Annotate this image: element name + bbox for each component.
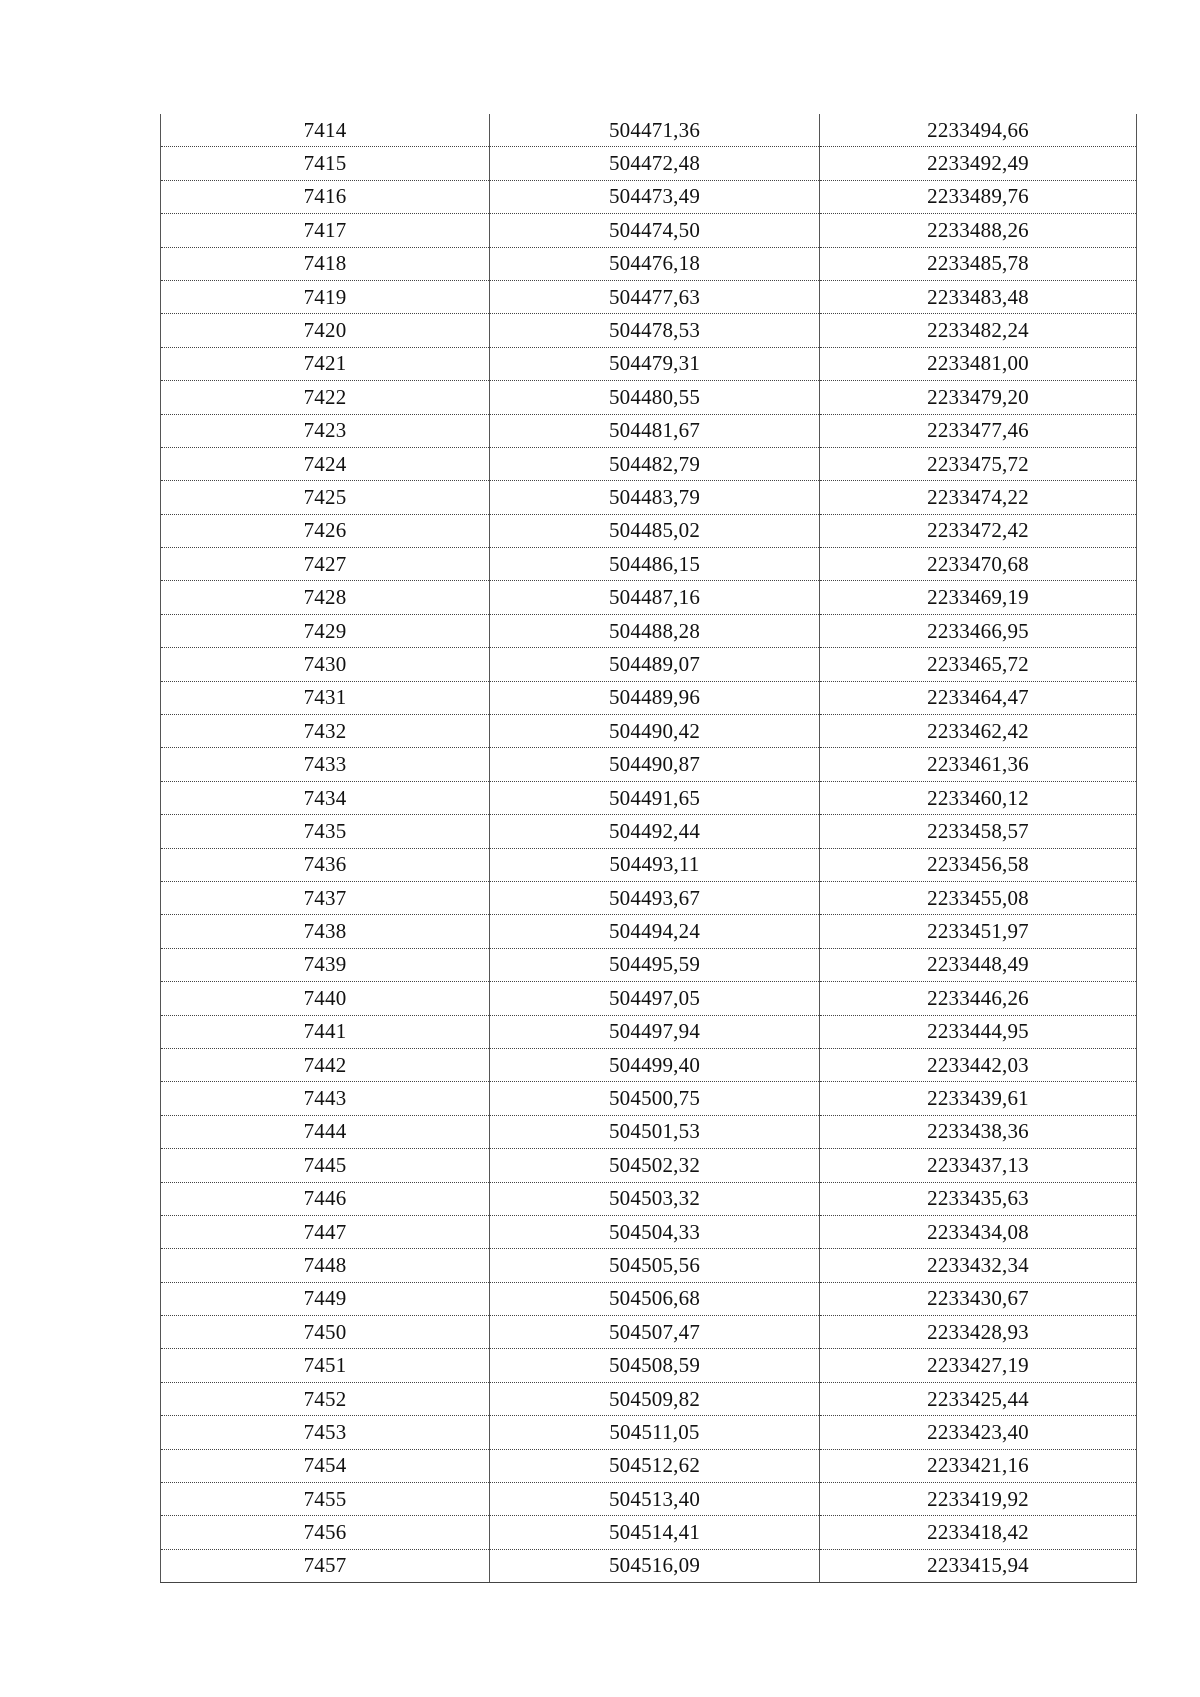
y-coordinate-cell: 2233489,76 — [820, 180, 1137, 213]
x-coordinate-cell: 504503,32 — [490, 1182, 820, 1215]
point-number-cell: 7424 — [161, 447, 490, 480]
y-coordinate-cell: 2233430,67 — [820, 1282, 1137, 1315]
x-coordinate-cell: 504476,18 — [490, 247, 820, 280]
x-coordinate-cell: 504494,24 — [490, 915, 820, 948]
table-row — [161, 1249, 1137, 1282]
table-row — [161, 280, 1137, 313]
x-coordinate-cell: 504483,79 — [490, 481, 820, 514]
y-coordinate-cell: 2233479,20 — [820, 381, 1137, 414]
point-number-cell: 7429 — [161, 614, 490, 647]
x-coordinate-cell: 504490,42 — [490, 715, 820, 748]
y-coordinate-cell: 2233464,47 — [820, 681, 1137, 714]
table-row — [161, 514, 1137, 547]
x-coordinate-cell: 504497,05 — [490, 982, 820, 1015]
table-row — [161, 414, 1137, 447]
x-coordinate-cell: 504499,40 — [490, 1048, 820, 1081]
y-coordinate-cell: 2233492,49 — [820, 147, 1137, 180]
y-coordinate-cell: 2233423,40 — [820, 1416, 1137, 1449]
point-number-cell: 7414 — [161, 114, 490, 147]
point-number-cell: 7457 — [161, 1549, 490, 1582]
point-number-cell: 7430 — [161, 648, 490, 681]
y-coordinate-cell: 2233425,44 — [820, 1382, 1137, 1415]
table-row — [161, 614, 1137, 647]
y-coordinate-cell: 2233472,42 — [820, 514, 1137, 547]
x-coordinate-cell: 504488,28 — [490, 614, 820, 647]
table-row — [161, 1048, 1137, 1081]
point-number-cell: 7433 — [161, 748, 490, 781]
table-row — [161, 915, 1137, 948]
coordinates-table-body — [161, 114, 1137, 1583]
point-number-cell: 7416 — [161, 180, 490, 213]
point-number-cell: 7425 — [161, 481, 490, 514]
y-coordinate-cell: 2233418,42 — [820, 1516, 1137, 1549]
x-coordinate-cell: 504481,67 — [490, 414, 820, 447]
x-coordinate-cell: 504477,63 — [490, 280, 820, 313]
point-number-cell: 7427 — [161, 548, 490, 581]
point-number-cell: 7438 — [161, 915, 490, 948]
y-coordinate-cell: 2233466,95 — [820, 614, 1137, 647]
y-coordinate-cell: 2233428,93 — [820, 1316, 1137, 1349]
point-number-cell: 7415 — [161, 147, 490, 180]
table-row — [161, 1316, 1137, 1349]
x-coordinate-cell: 504500,75 — [490, 1082, 820, 1115]
y-coordinate-cell: 2233483,48 — [820, 280, 1137, 313]
point-number-cell: 7453 — [161, 1416, 490, 1449]
y-coordinate-cell: 2233415,94 — [820, 1549, 1137, 1582]
table-row — [161, 381, 1137, 414]
point-number-cell: 7448 — [161, 1249, 490, 1282]
x-coordinate-cell: 504513,40 — [490, 1483, 820, 1516]
y-coordinate-cell: 2233437,13 — [820, 1149, 1137, 1182]
point-number-cell: 7456 — [161, 1516, 490, 1549]
x-coordinate-cell: 504502,32 — [490, 1149, 820, 1182]
y-coordinate-cell: 2233470,68 — [820, 548, 1137, 581]
y-coordinate-cell: 2233435,63 — [820, 1182, 1137, 1215]
table-row — [161, 1449, 1137, 1482]
x-coordinate-cell: 504511,05 — [490, 1416, 820, 1449]
x-coordinate-cell: 504516,09 — [490, 1549, 820, 1582]
y-coordinate-cell: 2233455,08 — [820, 881, 1137, 914]
y-coordinate-cell: 2233482,24 — [820, 314, 1137, 347]
y-coordinate-cell: 2233460,12 — [820, 781, 1137, 814]
table-row — [161, 214, 1137, 247]
y-coordinate-cell: 2233451,97 — [820, 915, 1137, 948]
y-coordinate-cell: 2233461,36 — [820, 748, 1137, 781]
point-number-cell: 7446 — [161, 1182, 490, 1215]
y-coordinate-cell: 2233432,34 — [820, 1249, 1137, 1282]
y-coordinate-cell: 2233446,26 — [820, 982, 1137, 1015]
table-row — [161, 781, 1137, 814]
x-coordinate-cell: 504504,33 — [490, 1215, 820, 1248]
y-coordinate-cell: 2233474,22 — [820, 481, 1137, 514]
table-row — [161, 1082, 1137, 1115]
x-coordinate-cell: 504508,59 — [490, 1349, 820, 1382]
table-row — [161, 314, 1137, 347]
x-coordinate-cell: 504492,44 — [490, 815, 820, 848]
point-number-cell: 7447 — [161, 1215, 490, 1248]
y-coordinate-cell: 2233488,26 — [820, 214, 1137, 247]
x-coordinate-cell: 504486,15 — [490, 548, 820, 581]
table-row — [161, 982, 1137, 1015]
point-number-cell: 7419 — [161, 280, 490, 313]
table-row — [161, 1483, 1137, 1516]
table-row — [161, 881, 1137, 914]
x-coordinate-cell: 504509,82 — [490, 1382, 820, 1415]
table-row — [161, 1182, 1137, 1215]
point-number-cell: 7454 — [161, 1449, 490, 1482]
y-coordinate-cell: 2233465,72 — [820, 648, 1137, 681]
table-row — [161, 1382, 1137, 1415]
y-coordinate-cell: 2233439,61 — [820, 1082, 1137, 1115]
point-number-cell: 7420 — [161, 314, 490, 347]
table-row — [161, 1149, 1137, 1182]
point-number-cell: 7450 — [161, 1316, 490, 1349]
point-number-cell: 7421 — [161, 347, 490, 380]
y-coordinate-cell: 2233485,78 — [820, 247, 1137, 280]
table-row — [161, 948, 1137, 981]
x-coordinate-cell: 504485,02 — [490, 514, 820, 547]
table-row — [161, 1516, 1137, 1549]
point-number-cell: 7423 — [161, 414, 490, 447]
table-row — [161, 1215, 1137, 1248]
table-row — [161, 648, 1137, 681]
x-coordinate-cell: 504512,62 — [490, 1449, 820, 1482]
point-number-cell: 7437 — [161, 881, 490, 914]
y-coordinate-cell: 2233481,00 — [820, 347, 1137, 380]
coordinates-table — [160, 114, 1137, 1583]
y-coordinate-cell: 2233444,95 — [820, 1015, 1137, 1048]
point-number-cell: 7445 — [161, 1149, 490, 1182]
table-row — [161, 848, 1137, 881]
point-number-cell: 7426 — [161, 514, 490, 547]
y-coordinate-cell: 2233462,42 — [820, 715, 1137, 748]
y-coordinate-cell: 2233434,08 — [820, 1215, 1137, 1248]
table-row — [161, 114, 1137, 147]
point-number-cell: 7428 — [161, 581, 490, 614]
x-coordinate-cell: 504501,53 — [490, 1115, 820, 1148]
y-coordinate-cell: 2233427,19 — [820, 1349, 1137, 1382]
point-number-cell: 7449 — [161, 1282, 490, 1315]
y-coordinate-cell: 2233419,92 — [820, 1483, 1137, 1516]
point-number-cell: 7431 — [161, 681, 490, 714]
table-row — [161, 581, 1137, 614]
point-number-cell: 7436 — [161, 848, 490, 881]
point-number-cell: 7440 — [161, 982, 490, 1015]
x-coordinate-cell: 504473,49 — [490, 180, 820, 213]
table-row — [161, 447, 1137, 480]
table-row — [161, 347, 1137, 380]
point-number-cell: 7439 — [161, 948, 490, 981]
point-number-cell: 7451 — [161, 1349, 490, 1382]
x-coordinate-cell: 504474,50 — [490, 214, 820, 247]
table-row — [161, 481, 1137, 514]
y-coordinate-cell: 2233469,19 — [820, 581, 1137, 614]
point-number-cell: 7455 — [161, 1483, 490, 1516]
x-coordinate-cell: 504478,53 — [490, 314, 820, 347]
table-row — [161, 681, 1137, 714]
point-number-cell: 7441 — [161, 1015, 490, 1048]
x-coordinate-cell: 504493,67 — [490, 881, 820, 914]
x-coordinate-cell: 504491,65 — [490, 781, 820, 814]
table-row — [161, 548, 1137, 581]
point-number-cell: 7442 — [161, 1048, 490, 1081]
x-coordinate-cell: 504505,56 — [490, 1249, 820, 1282]
table-row — [161, 147, 1137, 180]
x-coordinate-cell: 504471,36 — [490, 114, 820, 147]
x-coordinate-cell: 504479,31 — [490, 347, 820, 380]
y-coordinate-cell: 2233475,72 — [820, 447, 1137, 480]
y-coordinate-cell: 2233458,57 — [820, 815, 1137, 848]
point-number-cell: 7435 — [161, 815, 490, 848]
point-number-cell: 7422 — [161, 381, 490, 414]
point-number-cell: 7432 — [161, 715, 490, 748]
x-coordinate-cell: 504495,59 — [490, 948, 820, 981]
y-coordinate-cell: 2233456,58 — [820, 848, 1137, 881]
y-coordinate-cell: 2233438,36 — [820, 1115, 1137, 1148]
point-number-cell: 7418 — [161, 247, 490, 280]
y-coordinate-cell: 2233494,66 — [820, 114, 1137, 147]
table-row — [161, 1549, 1137, 1582]
x-coordinate-cell: 504487,16 — [490, 581, 820, 614]
y-coordinate-cell: 2233442,03 — [820, 1048, 1137, 1081]
x-coordinate-cell: 504490,87 — [490, 748, 820, 781]
table-row — [161, 1416, 1137, 1449]
table-row — [161, 748, 1137, 781]
point-number-cell: 7443 — [161, 1082, 490, 1115]
x-coordinate-cell: 504514,41 — [490, 1516, 820, 1549]
table-row — [161, 1349, 1137, 1382]
x-coordinate-cell: 504482,79 — [490, 447, 820, 480]
table-row — [161, 815, 1137, 848]
y-coordinate-cell: 2233448,49 — [820, 948, 1137, 981]
x-coordinate-cell: 504493,11 — [490, 848, 820, 881]
table-row — [161, 180, 1137, 213]
x-coordinate-cell: 504507,47 — [490, 1316, 820, 1349]
table-row — [161, 1015, 1137, 1048]
table-row — [161, 1282, 1137, 1315]
x-coordinate-cell: 504489,96 — [490, 681, 820, 714]
point-number-cell: 7417 — [161, 214, 490, 247]
x-coordinate-cell: 504506,68 — [490, 1282, 820, 1315]
table-row — [161, 715, 1137, 748]
point-number-cell: 7444 — [161, 1115, 490, 1148]
x-coordinate-cell: 504497,94 — [490, 1015, 820, 1048]
point-number-cell: 7434 — [161, 781, 490, 814]
table-row — [161, 247, 1137, 280]
x-coordinate-cell: 504472,48 — [490, 147, 820, 180]
table-row — [161, 1115, 1137, 1148]
point-number-cell: 7452 — [161, 1382, 490, 1415]
y-coordinate-cell: 2233477,46 — [820, 414, 1137, 447]
x-coordinate-cell: 504489,07 — [490, 648, 820, 681]
y-coordinate-cell: 2233421,16 — [820, 1449, 1137, 1482]
x-coordinate-cell: 504480,55 — [490, 381, 820, 414]
